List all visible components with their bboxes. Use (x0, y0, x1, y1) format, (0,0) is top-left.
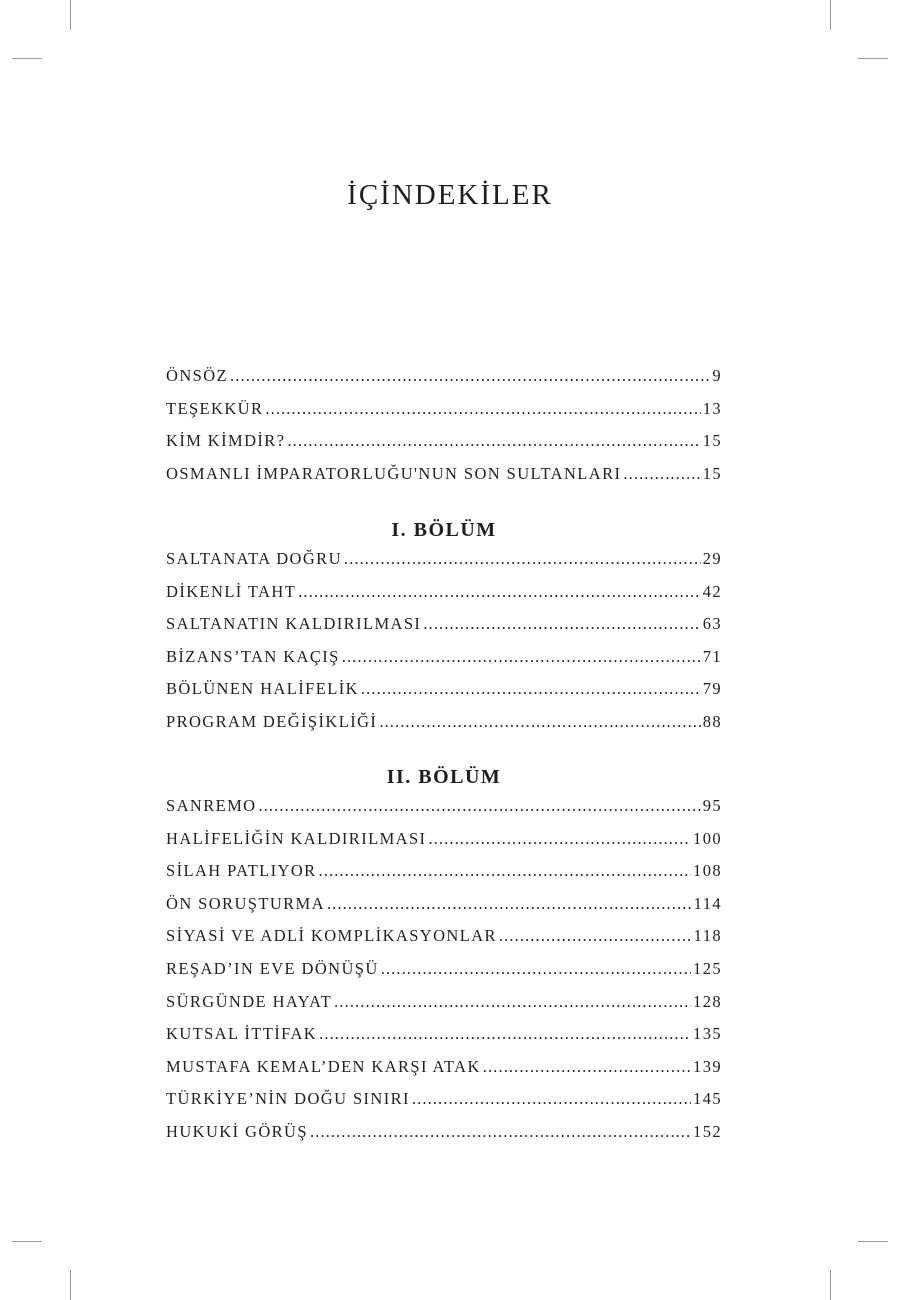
toc-entry-title: SALTANATA DOĞRU (166, 549, 342, 568)
toc-entry-title: DİKENLİ TAHT (166, 581, 297, 601)
toc-entry-page: 29 (702, 549, 722, 568)
toc-entry[interactable] (166, 679, 722, 712)
toc-entry[interactable] (166, 894, 722, 927)
section-heading: I. BÖLÜM (391, 519, 497, 541)
toc-entry[interactable] (166, 829, 722, 862)
toc-entry-title: TEŞEKKÜR (166, 398, 264, 418)
toc-leader-dots (319, 1024, 691, 1044)
toc-list (166, 366, 722, 496)
toc-entry-page: 15 (702, 431, 722, 451)
toc-entry[interactable] (166, 796, 722, 829)
toc-entry-title: ÖNSÖZ (166, 366, 229, 385)
toc-entry[interactable] (166, 959, 722, 992)
toc-leader-dots (428, 829, 691, 849)
toc-entry-title: KİM KİMDİR? (166, 431, 286, 451)
toc-entry-title: SÜRGÜNDE HAYAT (166, 991, 333, 1011)
toc-entry-page: 42 (702, 581, 722, 601)
toc-entry-page: 13 (702, 398, 722, 418)
toc-entry-title: SALTANATIN KALDIRILMASI (166, 614, 422, 634)
toc-entry[interactable] (166, 1089, 722, 1122)
toc-leader-dots (310, 1122, 691, 1142)
toc-entry-title: HUKUKİ GÖRÜŞ (166, 1121, 308, 1141)
toc-entry-page: 63 (702, 614, 722, 634)
toc-entry-title: SİLAH PATLIYOR (166, 861, 317, 881)
toc-entry-page: 114 (693, 893, 722, 913)
toc-leader-dots (623, 464, 700, 484)
toc-entry[interactable] (166, 992, 722, 1025)
toc-entry[interactable] (166, 712, 722, 745)
toc-entry[interactable] (166, 861, 722, 894)
crop-mark-top-right (830, 0, 831, 30)
crop-mark-left-bottom (12, 1241, 42, 1242)
toc-entry-page: 9 (712, 366, 722, 385)
toc-entry[interactable] (166, 926, 722, 959)
toc-leader-dots (334, 992, 691, 1012)
section-heading: II. BÖLÜM (386, 766, 502, 788)
toc-entry[interactable] (166, 549, 722, 582)
toc-entry-title: SİYASİ VE ADLİ KOMPLİKASYONLAR (166, 926, 497, 946)
toc-front-matter (166, 366, 722, 496)
toc-section-1 (166, 549, 722, 745)
toc-leader-dots (381, 959, 691, 979)
toc-entry-page: 135 (693, 1024, 722, 1044)
toc-leader-dots (342, 647, 701, 667)
toc-entry-page: 95 (702, 796, 722, 815)
toc-entry[interactable] (166, 1024, 722, 1057)
toc-entry[interactable] (166, 431, 722, 464)
toc-leader-dots (423, 614, 700, 634)
toc-entry-title: TÜRKİYE’NİN DOĞU SINIRI (166, 1089, 410, 1109)
toc-leader-dots (379, 712, 700, 732)
toc-entry-page: 125 (693, 958, 722, 978)
toc-leader-dots (344, 549, 701, 569)
toc-leader-dots (287, 431, 700, 451)
toc-leader-dots (319, 861, 692, 881)
toc-entry-title: MUSTAFA KEMAL’DEN KARŞI ATAK (166, 1056, 481, 1076)
crop-mark-right-bottom (858, 1241, 888, 1242)
toc-leader-dots (265, 399, 700, 419)
toc-entry[interactable] (166, 647, 722, 680)
toc-entry-title: PROGRAM DEĞİŞİKLİĞİ (166, 711, 378, 731)
toc-leader-dots (230, 366, 710, 386)
toc-leader-dots (483, 1057, 691, 1077)
toc-entry[interactable] (166, 366, 722, 399)
toc-entry[interactable] (166, 614, 722, 647)
toc-entry-title: BÖLÜNEN HALİFELİK (166, 679, 359, 699)
toc-entry-page: 139 (693, 1056, 722, 1076)
toc-entry[interactable] (166, 582, 722, 615)
toc-entry-title: SANREMO (166, 796, 257, 815)
toc-entry-page: 79 (702, 679, 722, 699)
toc-entry-title: OSMANLI İMPARATORLUĞU'NUN SON SULTANLARI (166, 463, 622, 483)
toc-entry-page: 108 (693, 861, 722, 881)
toc-entry-title: HALİFELİĞİN KALDIRILMASI (166, 828, 427, 848)
toc-leader-dots (499, 926, 692, 946)
crop-mark-bottom-left (70, 1270, 71, 1300)
toc-entry-page: 118 (693, 926, 722, 946)
toc-entry-page: 145 (693, 1089, 722, 1109)
toc-entry-page: 152 (693, 1121, 722, 1141)
toc-leader-dots (298, 582, 700, 602)
crop-mark-left-top (12, 58, 42, 59)
toc-entry-page: 71 (702, 646, 722, 666)
toc-entry[interactable] (166, 399, 722, 432)
page-title: İÇİNDEKİLER (347, 179, 553, 212)
toc-entry-page: 128 (693, 991, 722, 1011)
toc-section-2 (166, 796, 722, 1155)
toc-entry-title: KUTSAL İTTİFAK (166, 1024, 318, 1044)
toc-entry[interactable] (166, 1057, 722, 1090)
crop-mark-right-top (858, 58, 888, 59)
crop-mark-bottom-right (830, 1270, 831, 1300)
toc-entry-title: BİZANS’TAN KAÇIŞ (166, 646, 340, 666)
toc-entry-page: 100 (693, 828, 722, 848)
toc-leader-dots (327, 894, 692, 914)
toc-entry[interactable] (166, 1122, 722, 1155)
toc-leader-dots (412, 1089, 691, 1109)
toc-entry[interactable] (166, 464, 722, 497)
crop-mark-top-left (70, 0, 71, 30)
toc-leader-dots (258, 796, 700, 816)
toc-list (166, 796, 722, 1155)
toc-entry-page: 88 (702, 711, 722, 731)
toc-entry-title: REŞAD’IN EVE DÖNÜŞÜ (166, 958, 379, 978)
toc-list (166, 549, 722, 745)
toc-entry-title: ÖN SORUŞTURMA (166, 893, 325, 913)
toc-entry-page: 15 (702, 463, 722, 483)
toc-leader-dots (361, 679, 701, 699)
